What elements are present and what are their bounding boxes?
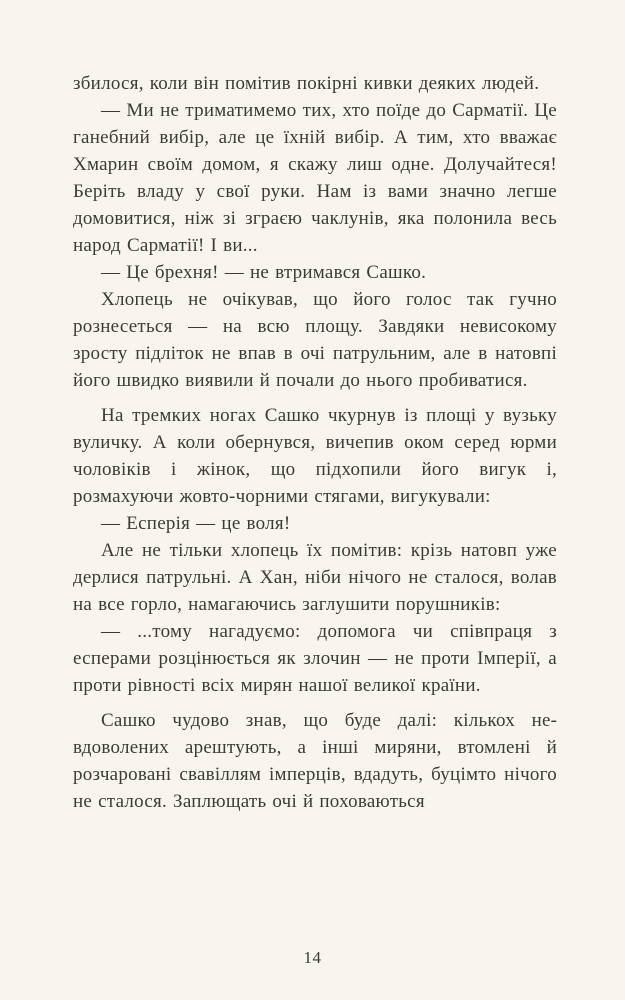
page-number: 14 — [303, 948, 322, 967]
paragraph: Але не тільки хлопець їх помітив: крізь натовп уже дерлися патрульні. А Хан, ніби нічого не сталося, волав на все горло, намагаючись заглушити порушників: — [73, 540, 557, 615]
paragraph: — Ми не триматимемо тих, хто поїде до Сарматії. Це ганебний вибір, але це їхній вибір. А тим, хто вважає Хмарин своїм домом, я скажу лиш одне. Долучайтеся! Беріть владу у свої руки. Нам із вами значно легше домовитися, ніж зі зграєю чаклунів, яка полонила весь народ Сарматії! І ви... — [73, 100, 557, 256]
book-page — [73, 70, 557, 815]
page-text — [73, 70, 557, 815]
paragraph: Хлопець не очікував, що його голос так гучно рознесеться — на всю площу. Завдяки невисокому зросту підліток не впав в очі патрульним, але в натовпі його швидко виявили й почали до нього пробиватися. — [73, 289, 557, 391]
paragraph: — Це брехня! — не втримався Сашко. — [101, 262, 427, 283]
paragraph: — ...тому нагадуємо: допомога чи співпраця з есперами розцінюється як злочин — не проти Імперії, а проти рівності всіх мирян нашої великої країни. — [73, 621, 557, 696]
paragraph: збилося, коли він помітив покірні кивки деяких людей. — [73, 73, 540, 94]
paragraph: На тремких ногах Сашко чкурнув із площі у вузьку вуличку. А коли обернувся, вичепив оком серед юрми чоловіків і жінок, що підхопили його вигук і, розмахуючи жовто-чорними стягами, вигукували: — [73, 405, 557, 507]
paragraph: Сашко чудово знав, що буде далі: кількох невдоволених арештують, а інші миряни, втомлені й розчаровані свавіллям імперців, вдадуть, буцімто нічого не сталося. Заплющать очі й поховаються — [73, 710, 557, 812]
paragraph: — Есперія — це воля! — [101, 513, 291, 534]
